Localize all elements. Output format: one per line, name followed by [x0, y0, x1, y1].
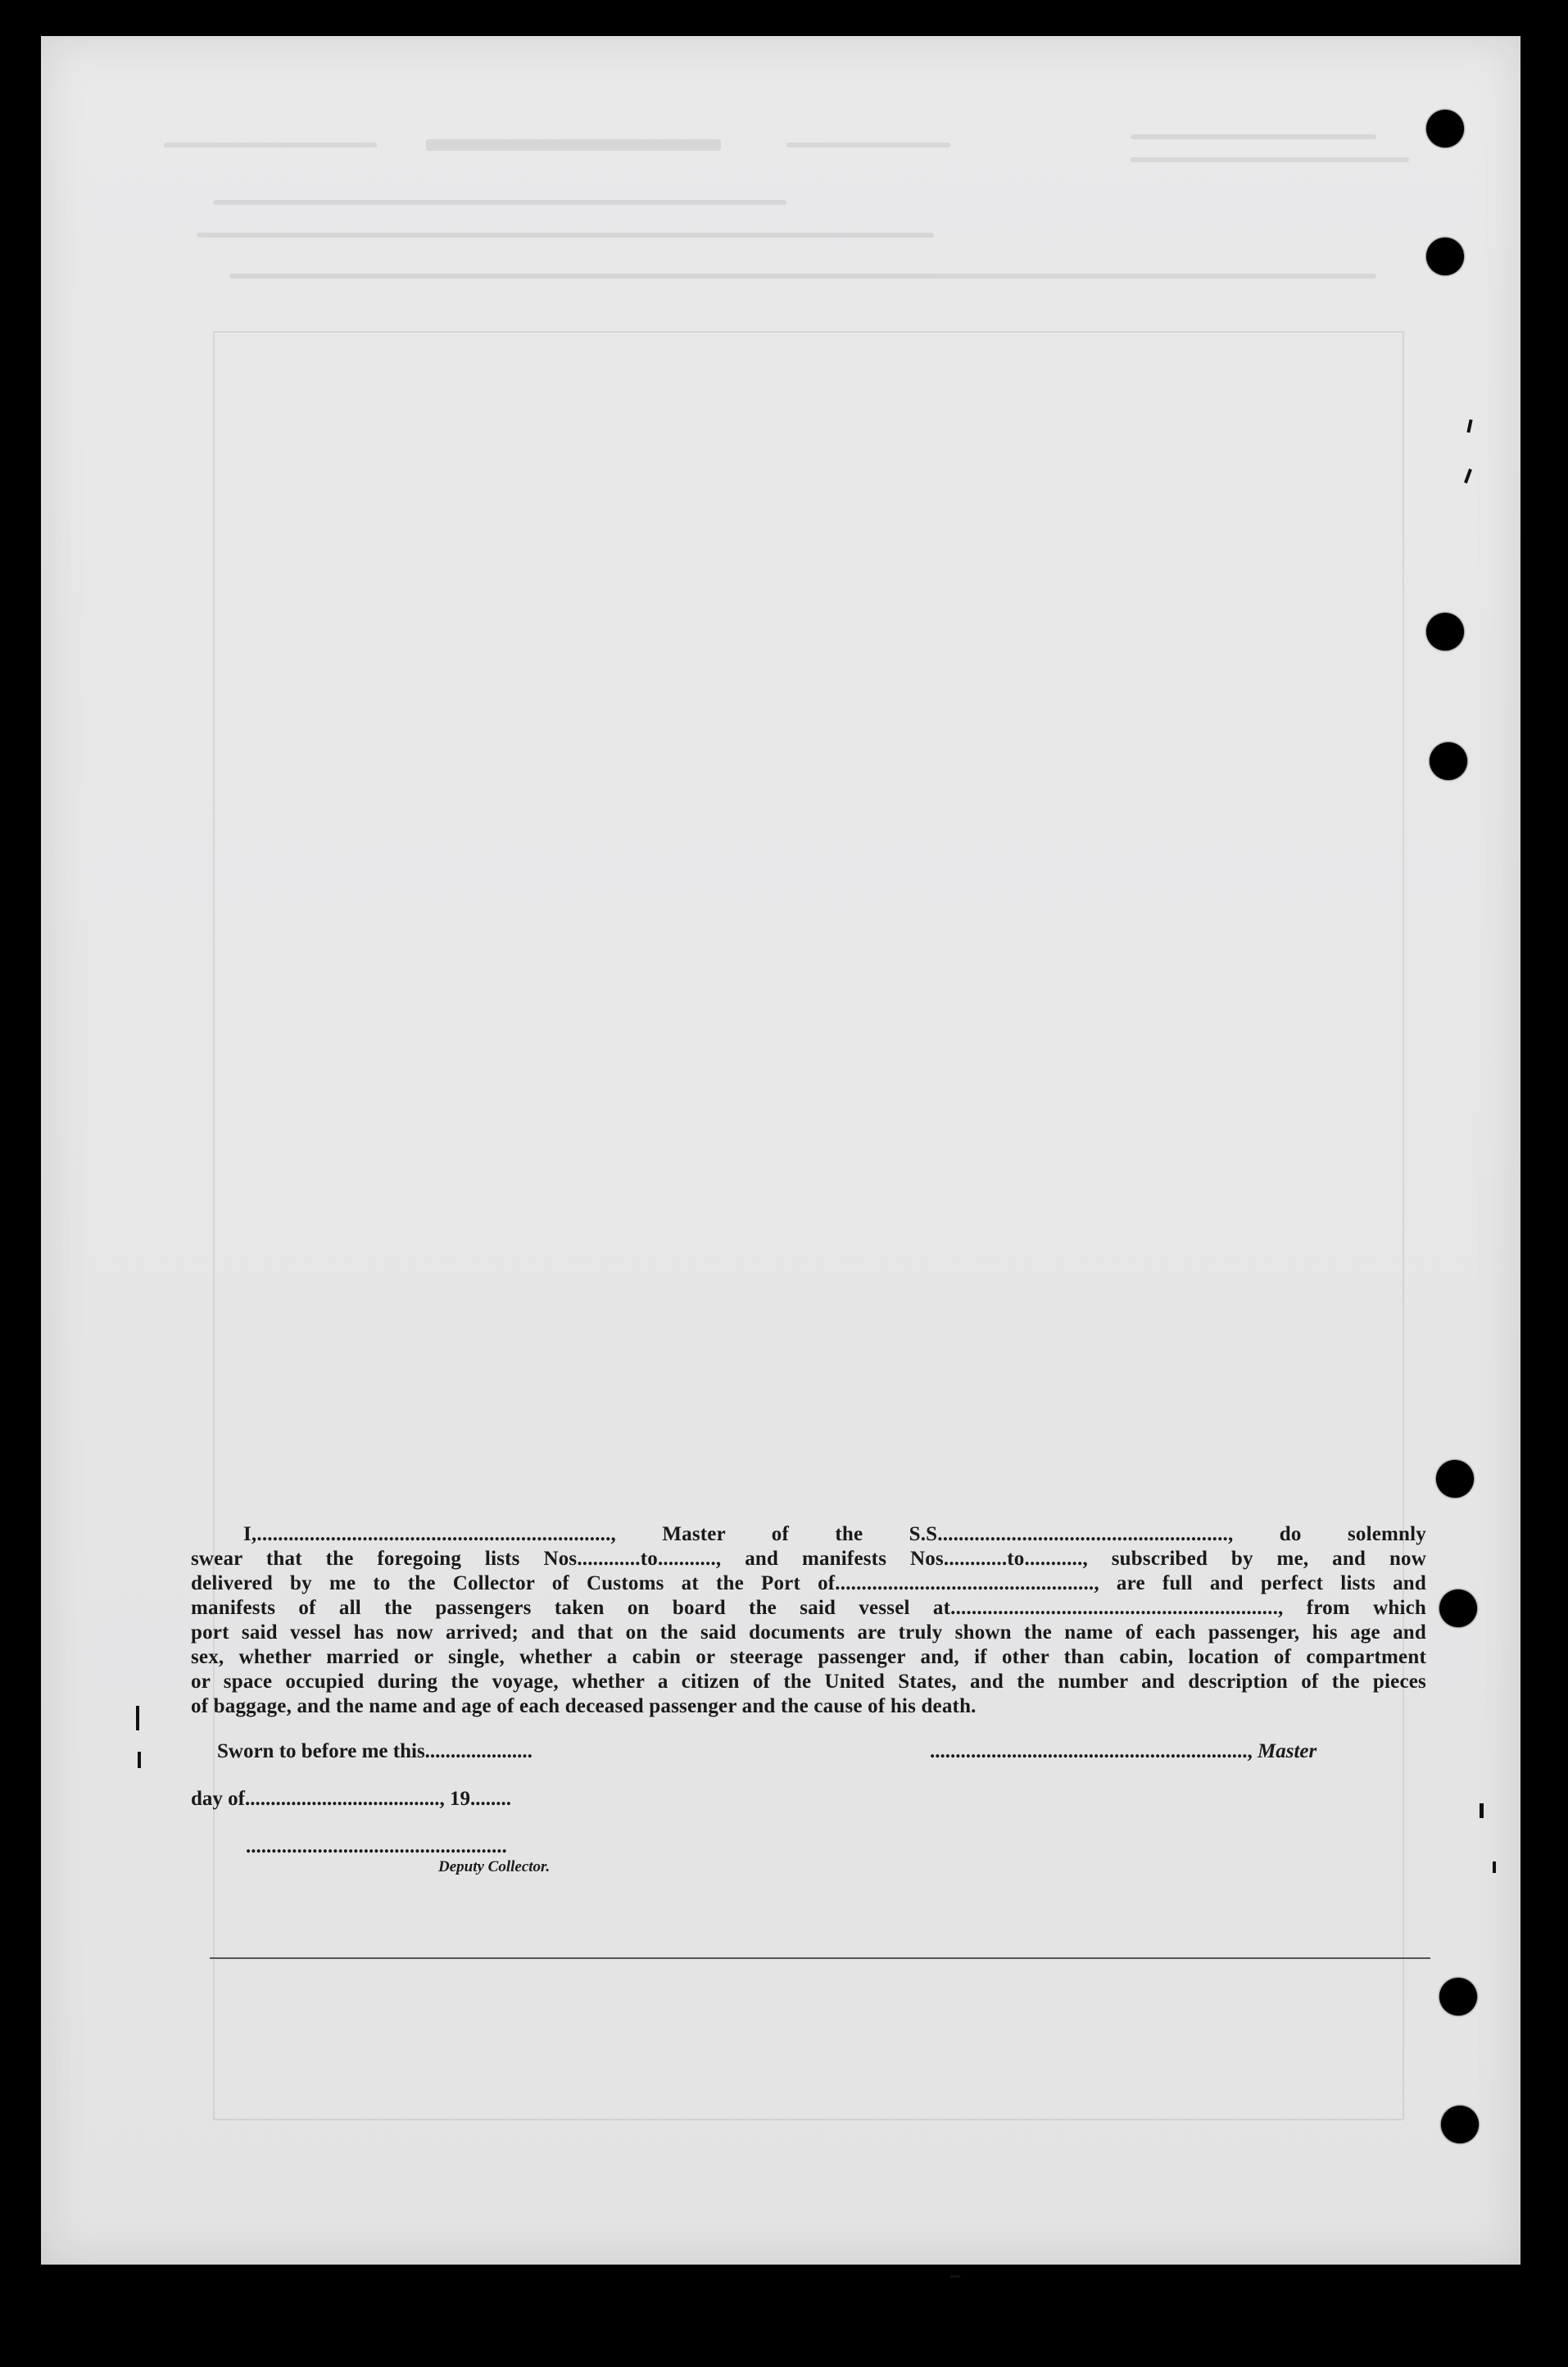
master-oath-paragraph [191, 1522, 1426, 1719]
punch-hole [1426, 613, 1464, 651]
ink-speck [138, 1752, 141, 1768]
punch-hole [1441, 2106, 1479, 2143]
deputy-collector-label: Deputy Collector. [438, 1858, 551, 1875]
ink-speck [950, 2275, 960, 2278]
punch-hole [1439, 1978, 1477, 2016]
punch-hole [1430, 742, 1467, 780]
oath-line: delivered by me to the Collector of Customs at the Port of................................................., are full and perfect lists and [191, 1572, 1426, 1594]
punch-hole [1426, 238, 1464, 275]
divider-rule [210, 1957, 1430, 1959]
punch-hole [1436, 1460, 1474, 1498]
day-of-line: day of......................................, 19........ [191, 1788, 511, 1810]
oath-line: manifests of all the passengers taken on board the said vessel at.............................................................., from which [191, 1597, 1426, 1619]
master-signature-line [930, 1740, 1316, 1763]
deputy-collector-blank: ................................................... [246, 1835, 507, 1857]
bleed-through-header [164, 110, 1442, 306]
punch-hole [1426, 110, 1464, 147]
oath-line: or space occupied during the voyage, whether a citizen of the United States, and the number and description of the pieces [191, 1671, 1426, 1693]
oath-line: of baggage, and the name and age of each deceased passenger and the cause of his death. [191, 1695, 977, 1717]
oath-line: sex, whether married or single, whether a cabin or steerage passenger and, if other than cabin, location of compartment [191, 1646, 1426, 1668]
ink-speck [1480, 1803, 1484, 1818]
ink-speck [136, 1706, 139, 1730]
document-page [41, 36, 1520, 2265]
sworn-before-me-line: Sworn to before me this..................... [217, 1740, 532, 1762]
master-label: Master [1258, 1740, 1317, 1762]
master-signature-blank: .............................................................., [930, 1740, 1253, 1762]
oath-line: swear that the foregoing lists Nos............to..........., and manifests Nos............to..........., subscribed by me, and now [191, 1548, 1426, 1570]
oath-line: port said vessel has now arrived; and that on the said documents are truly shown the name of each passenger, his age and [191, 1621, 1426, 1644]
ink-speck [1493, 1861, 1496, 1873]
oath-line: I,..................................................................., Master of the S.S......................................................., do solemnly [243, 1523, 1426, 1545]
punch-hole [1439, 1589, 1477, 1627]
